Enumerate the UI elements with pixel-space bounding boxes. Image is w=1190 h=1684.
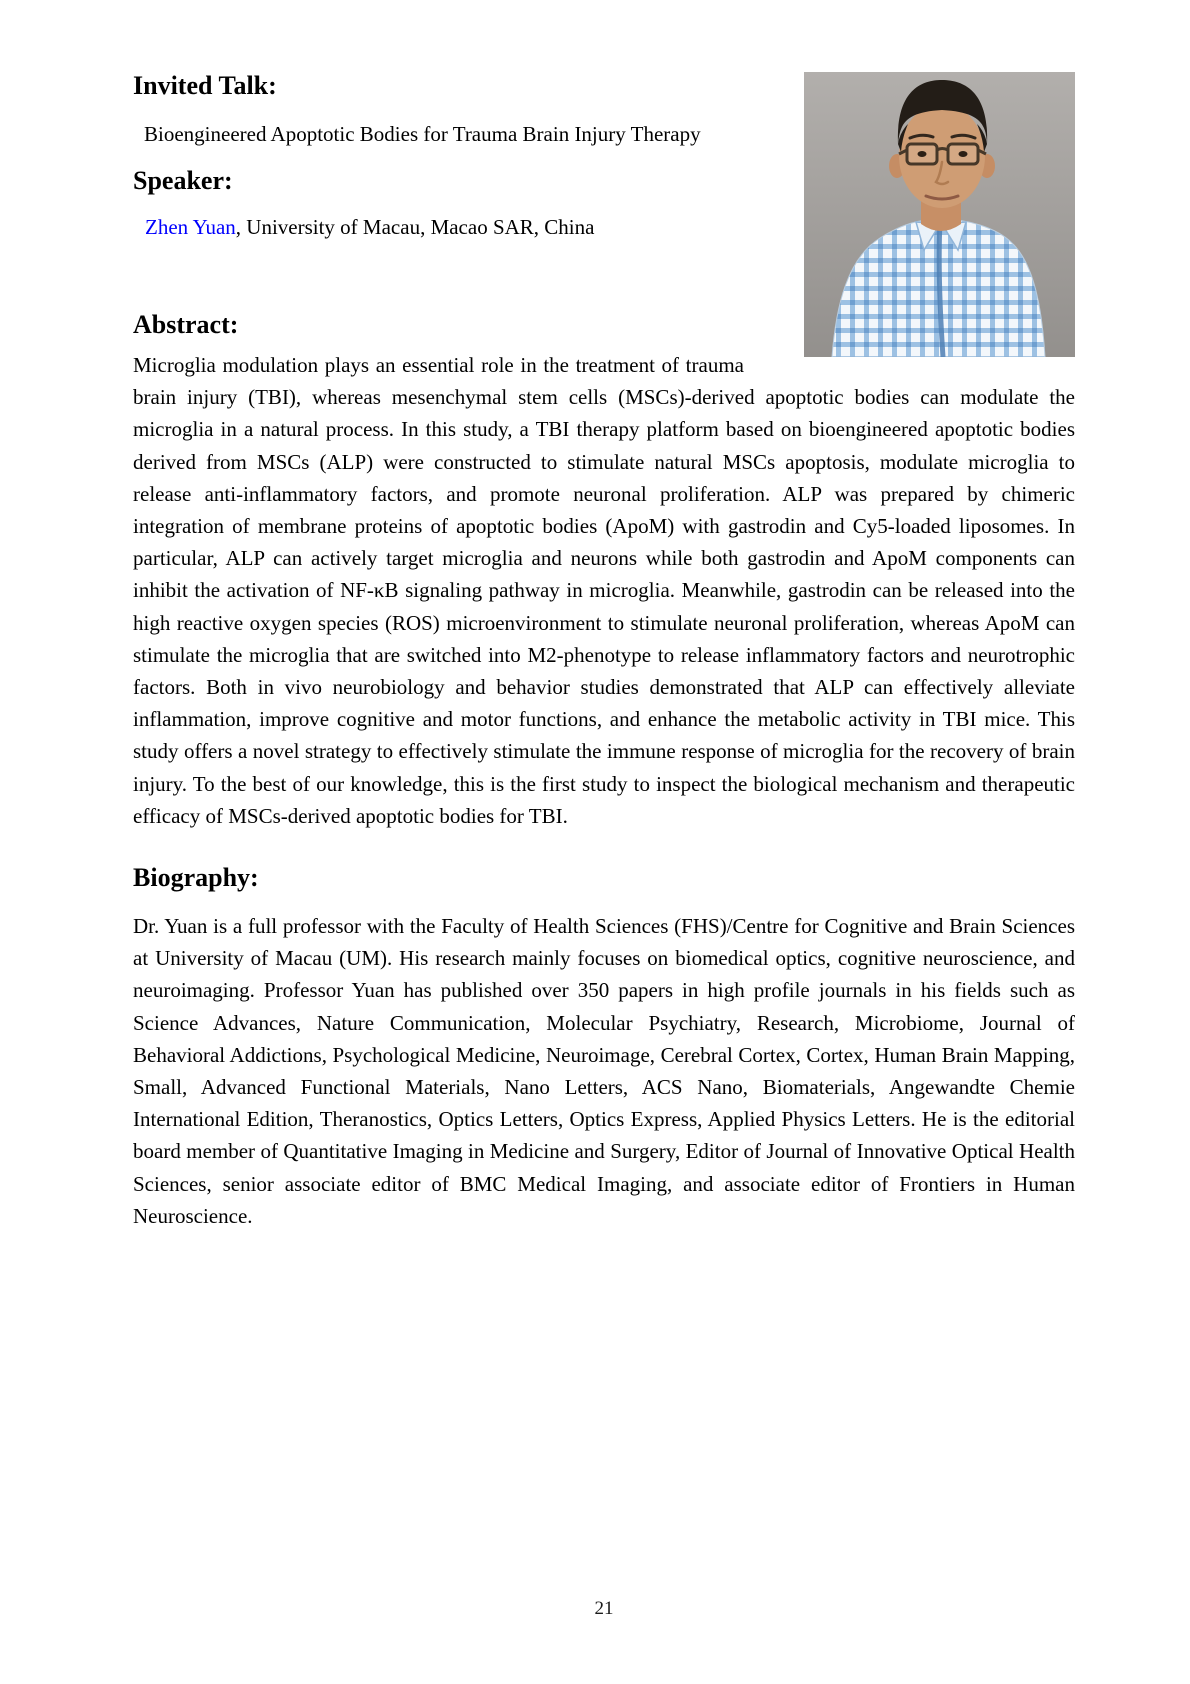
abstract-heading: Abstract: bbox=[133, 310, 239, 339]
speaker-photo bbox=[804, 72, 1075, 357]
speaker-portrait-photo bbox=[804, 72, 1075, 357]
invited-talk-heading: Invited Talk: bbox=[133, 71, 277, 100]
biography-text: Dr. Yuan is a full professor with the Faculty of Health Sciences (FHS)/Centre for Cognitive and Brain Sciences at University of Macau (UM). His research mainly focuses on biomedical optics, cognitive neuroscience, and neuroimaging. Professor Yuan has published over 350 papers in high profile journals in his fields such as Science Advances, Nature Communication, Molecular Psychiatry, Research, Microbiome, Journal of Behavioral Addictions, Psychological Medicine, Neuroimage, Cerebral Cortex, Cortex, Human Brain Mapping, Small, Advanced Functional Materials, Nano Letters, ACS Nano, Biomaterials, Angewandte Chemie International Edition, Theranostics, Optics Letters, Optics Express, Applied Physics Letters. He is the editorial board member of Quantitative Imaging in Medicine and Surgery, Editor of Journal of Innovative Optical Health Sciences, senior associate editor of BMC Medical Imaging, and associate editor of Frontiers in Human Neuroscience. bbox=[133, 914, 1075, 1228]
page-number: 21 bbox=[594, 1598, 614, 1619]
speaker-affiliation: , University of Macau, Macao SAR, China bbox=[235, 215, 595, 239]
speaker-heading: Speaker: bbox=[133, 166, 233, 195]
talk-title: Bioengineered Apoptotic Bodies for Trauma Brain Injury Therapy bbox=[144, 122, 701, 146]
speaker-name-link[interactable]: Zhen Yuan bbox=[145, 215, 236, 239]
abstract-text: Microglia modulation plays an essential role in the treatment of trauma brain injury (TBI), whereas mesenchymal stem cells (MSCs)-derived apoptotic bodies can modulate the microglia in a natural process. In this study, a TBI therapy platform based on bioengineered apoptotic bodies derived from MSCs (ALP) were constructed to stimulate natural MSCs apoptosis, modulate microglia to release anti-inflammatory factors, and promote neuronal proliferation. ALP was prepared by chimeric integration of membrane proteins of apoptotic bodies (ApoM) with gastrodin and Cy5-loaded liposomes. In particular, ALP can actively target microglia and neurons while both gastrodin and ApoM components can inhibit the activation of NF-κB signaling pathway in microglia. Meanwhile, gastrodin can be released into the high reactive oxygen species (ROS) microenvironment to stimulate neuronal proliferation, whereas ApoM can stimulate the microglia that are switched into M2-phenotype to release inflammatory factors and neurotrophic factors. Both in vivo neurobiology and behavior studies demonstrated that ALP can effectively alleviate inflammation, improve cognitive and motor functions, and enhance the metabolic activity in TBI mice. This study offers a novel strategy to effectively stimulate the immune response of microglia for the recovery of brain injury. To the best of our knowledge, this is the first study to inspect the biological mechanism and therapeutic efficacy of MSCs-derived apoptotic bodies for TBI. bbox=[133, 353, 1075, 828]
biography-heading: Biography: bbox=[133, 863, 259, 893]
